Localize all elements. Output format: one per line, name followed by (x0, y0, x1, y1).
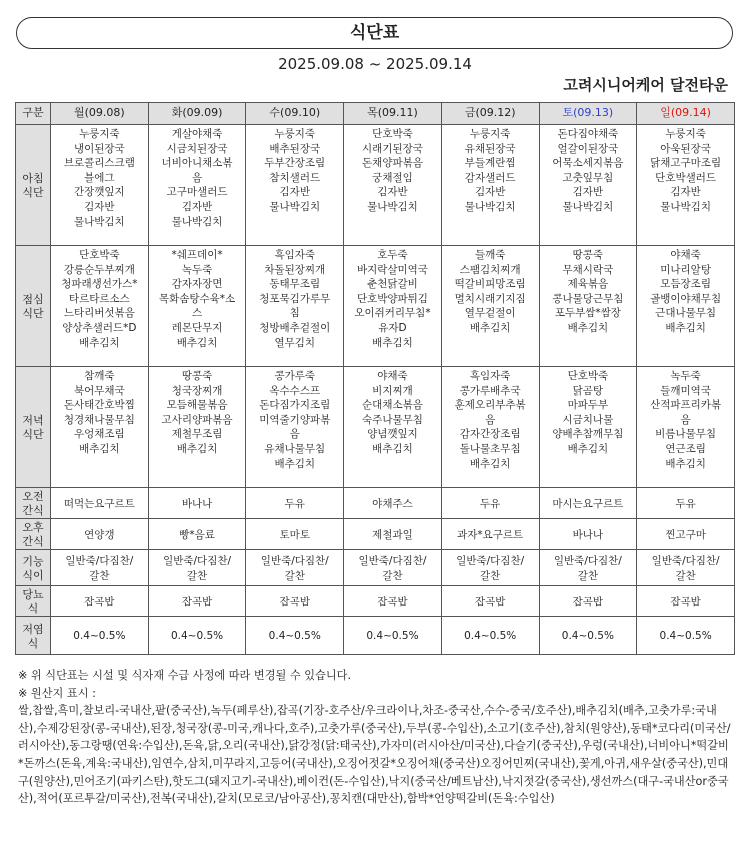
menu-item: 청포묵김가루무 (259, 292, 331, 305)
menu-cell (51, 586, 149, 617)
menu-item: 돈다짐야채죽 (557, 128, 619, 140)
page-title: 식단표 (16, 17, 733, 49)
menu-item: 잡곡밥 (377, 595, 408, 608)
menu-cell (539, 617, 637, 655)
menu-item: 배추김치 (372, 336, 413, 349)
menu-item: 0.4~0.5% (659, 630, 712, 643)
row-label-line: 저녁 (22, 414, 44, 427)
menu-cell (441, 488, 539, 519)
menu-cell (637, 519, 735, 550)
menu-cell (539, 125, 637, 246)
menu-cell (51, 488, 149, 519)
menu-cell (148, 367, 246, 488)
menu-item: 0.4~0.5% (366, 630, 419, 643)
morning-snack-row (16, 488, 735, 519)
menu-cell (51, 617, 149, 655)
menu-item: 청파래생선가스* (61, 278, 138, 291)
menu-item: 돈채양파볶음 (362, 157, 423, 170)
menu-item: 김자반 (377, 186, 408, 199)
menu-item: 누룽지죽 (665, 128, 706, 140)
menu-item: 침 (289, 307, 300, 320)
menu-item: 시래기된장국 (362, 142, 423, 155)
row-label-line: 점심 (22, 293, 44, 306)
menu-item: 콩가루죽 (274, 370, 316, 382)
menu-item: 김자반 (279, 186, 310, 199)
menu-item: 물나박김치 (269, 200, 321, 213)
row-label-line: 식 (27, 636, 39, 650)
menu-item: 미역줄기양파볶 (259, 413, 331, 426)
menu-item: 물나박김치 (660, 200, 711, 213)
menu-item: 느타리버섯볶음 (63, 307, 135, 320)
menu-item: 물나박김치 (171, 215, 223, 228)
menu-item: 고사리양파볶음 (161, 413, 233, 426)
day-header: 금(09.12) (441, 103, 539, 125)
menu-item: 떠먹는요구르트 (63, 497, 135, 510)
menu-cell (148, 246, 246, 367)
row-label-line: 식 (27, 602, 39, 615)
menu-cell (344, 550, 442, 586)
menu-cell (539, 246, 637, 367)
menu-item: 흑임자죽 (469, 370, 511, 382)
menu-item: 단호박죽 (372, 128, 413, 140)
menu-cell (344, 586, 442, 617)
day-header: 목(09.11) (344, 103, 442, 125)
menu-cell (246, 586, 344, 617)
menu-item: 어묵소세지볶음 (552, 157, 624, 170)
menu-item: 0.4~0.5% (268, 630, 321, 643)
menu-item: 김자반 (84, 200, 115, 213)
menu-item: 닭채고구마조림 (650, 157, 722, 170)
menu-item: 제철무조림 (171, 428, 223, 441)
menu-item: 고춧잎무침 (562, 171, 614, 184)
menu-item: 돈다짐가지조림 (259, 399, 331, 412)
menu-cell (246, 550, 344, 586)
menu-item: 제육볶음 (567, 278, 609, 291)
menu-cell (51, 367, 149, 488)
menu-item: 갈찬 (284, 569, 305, 582)
menu-item: 모듬해물볶음 (166, 399, 228, 412)
menu-item: 닭곰탕 (572, 384, 604, 397)
menu-item: 근대나물무침 (655, 307, 717, 320)
menu-item: 타르타르소스 (68, 292, 130, 305)
day-header-saturday: 토(09.13) (539, 103, 637, 125)
menu-cell (344, 617, 442, 655)
menu-cell (539, 519, 637, 550)
menu-item: 유채된장국 (464, 142, 516, 155)
menu-item: 누룽지죽 (469, 128, 511, 140)
menu-item: 갈찬 (577, 569, 599, 582)
menu-item: *쉐프데이* (171, 249, 223, 261)
menu-cell (637, 617, 735, 655)
facility-name: 고려시니어케어 달전타운 (563, 76, 728, 94)
menu-cell (441, 617, 539, 655)
menu-item: 감자샐러드 (464, 171, 516, 184)
menu-item: 배추김치 (567, 442, 609, 455)
menu-item: 땅콩죽 (181, 370, 213, 382)
menu-item: 일반죽/다짐찬/ (65, 554, 134, 567)
row-label (16, 519, 51, 550)
row-label-line: 저염 (22, 622, 44, 636)
menu-item: 무채시락국 (562, 263, 614, 276)
menu-item: 잡곡밥 (670, 595, 701, 608)
menu-item: 열무김치 (274, 336, 316, 349)
menu-item: 갈찬 (89, 569, 110, 582)
row-label-line: 당뇨 (22, 588, 44, 601)
menu-cell (344, 125, 442, 246)
menu-item: 일반죽/다짐찬/ (260, 554, 329, 567)
menu-item: 들깨미역국 (660, 384, 711, 397)
menu-item: 오이쥐커리무침* (354, 307, 431, 320)
menu-item: 배추김치 (176, 336, 218, 349)
row-label-line: 간식 (22, 535, 44, 548)
menu-item: 단호박죽 (567, 370, 609, 382)
menu-item: 바나나 (572, 528, 604, 541)
menu-cell (51, 519, 149, 550)
menu-item: 목화솜탕수육*소 (158, 292, 236, 305)
menu-item: 두부간장조림 (264, 157, 326, 170)
menu-cell (51, 246, 149, 367)
menu-cell (539, 550, 637, 586)
menu-item: 0.4~0.5% (73, 630, 126, 643)
menu-item: 연근조림 (665, 442, 706, 455)
menu-item: 열무겉절이 (464, 307, 516, 320)
breakfast-row (16, 125, 735, 246)
menu-item: 배추김치 (372, 442, 413, 455)
menu-item: 잡곡밥 (474, 595, 506, 608)
menu-cell (637, 488, 735, 519)
row-label-line: 오후 (22, 521, 44, 534)
menu-item: 골뱅이야채무침 (650, 292, 722, 305)
menu-cell (539, 488, 637, 519)
menu-cell (441, 550, 539, 586)
menu-item: 갈찬 (186, 569, 208, 582)
menu-item: 바지락살미역국 (356, 263, 428, 276)
table-body (16, 125, 735, 655)
menu-item: 시금치나물 (562, 413, 614, 426)
day-header: 수(09.10) (246, 103, 344, 125)
menu-cell (637, 125, 735, 246)
menu-item: 누룽지죽 (79, 128, 120, 140)
menu-item: 0.4~0.5% (561, 630, 614, 643)
menu-item: 청국장찌개 (171, 384, 223, 397)
menu-cell (344, 246, 442, 367)
menu-item: 잡곡밥 (572, 595, 604, 608)
menu-item: 배추김치 (469, 321, 511, 334)
menu-item: 물나박김치 (464, 200, 516, 213)
menu-item: 양념깻잎지 (367, 428, 418, 441)
menu-item: 부들계란찜 (464, 157, 516, 170)
menu-item: 스 (191, 307, 203, 320)
menu-item: 김자반 (181, 200, 213, 213)
row-label-line: 식이 (22, 568, 44, 582)
menu-item: 물나박김치 (73, 215, 125, 228)
menu-item: 훈제오리부추볶 (454, 399, 526, 412)
menu-item: 배추김치 (665, 321, 706, 334)
menu-item: 순대채소볶음 (362, 399, 423, 412)
menu-cell (51, 550, 149, 586)
menu-item: 얼갈이된장국 (557, 142, 619, 155)
menu-item: 우엉채조림 (73, 428, 125, 441)
menu-cell (148, 586, 246, 617)
day-header: 월(09.08) (51, 103, 149, 125)
row-label-line: 오전 (22, 490, 44, 503)
menu-item: 콩가루배추국 (459, 384, 521, 397)
menu-cell (246, 488, 344, 519)
menu-cell (148, 125, 246, 246)
menu-item: 들깨죽 (474, 249, 506, 261)
menu-item: 야채죽 (377, 370, 408, 382)
menu-item: 음 (191, 171, 203, 184)
table-header-row (16, 103, 735, 125)
menu-cell (246, 519, 344, 550)
menu-item: 갈찬 (382, 569, 403, 582)
menu-item: 0.4~0.5% (464, 630, 517, 643)
menu-item: 단호박죽 (79, 249, 120, 261)
row-label-line: 식단 (22, 186, 44, 199)
menu-cell (148, 519, 246, 550)
menu-item: 돌나물초무침 (459, 442, 521, 455)
menu-item: 북어무채국 (73, 384, 125, 397)
menu-cell (539, 367, 637, 488)
menu-item: 참치샐러드 (269, 171, 321, 184)
corner-header: 구분 (16, 103, 51, 125)
lunch-row (16, 246, 735, 367)
menu-item: 유채나물무침 (264, 442, 326, 455)
origin-title: ※ 원산지 표시 : (18, 686, 96, 700)
menu-item: 배추김치 (567, 321, 609, 334)
menu-item: 음 (485, 413, 496, 426)
menu-item: 청방배추겉절이 (259, 321, 331, 334)
menu-item: 찐고구마 (665, 528, 706, 541)
menu-cell (637, 246, 735, 367)
menu-item: 갈찬 (675, 569, 696, 582)
menu-cell (637, 367, 735, 488)
menu-item: 고구마샐러드 (166, 186, 228, 199)
menu-cell (344, 488, 442, 519)
menu-item: 돈사태간호박찜 (63, 399, 135, 412)
menu-item: 감자자장면 (171, 278, 223, 291)
texture-diet-row (16, 550, 735, 586)
menu-item: 유자D (378, 321, 407, 334)
menu-item: 차돌된장찌개 (264, 263, 326, 276)
date-range: 2025.09.08 ~ 2025.09.14 (278, 55, 472, 73)
menu-item: 일반죽/다짐찬/ (163, 554, 232, 567)
notes-section (18, 667, 734, 808)
row-label (16, 617, 51, 655)
menu-item: 일반죽/다짐찬/ (553, 554, 622, 567)
menu-item: 강릉순두부찌개 (63, 263, 135, 276)
menu-item: 브로콜리스크램 (63, 157, 135, 170)
menu-item: 녹두죽 (670, 370, 701, 382)
menu-item: 배추된장국 (269, 142, 321, 155)
menu-item: 시금치된장국 (166, 142, 228, 155)
menu-item: 빵*음료 (179, 528, 215, 541)
menu-item: 떡갈비피망조림 (454, 278, 526, 291)
row-label-line: 식단 (22, 307, 44, 320)
menu-item: 물나박김치 (562, 200, 614, 213)
menu-item: 춘천닭갈비 (367, 278, 418, 291)
menu-item: 단호박샐러드 (655, 171, 717, 184)
menu-item: 과자*요구르트 (457, 528, 524, 541)
menu-item: 청경채나물무침 (63, 413, 135, 426)
menu-item: 냉이된장국 (73, 142, 125, 155)
menu-item: 양상추샐러드*D (62, 321, 137, 334)
menu-cell (441, 519, 539, 550)
row-label-line: 식단 (22, 428, 44, 441)
menu-item: 두유 (675, 497, 696, 510)
change-notice: ※ 위 식단표는 시설 및 식자재 수급 사정에 따라 변경될 수 있습니다. (18, 669, 352, 682)
menu-item: 옥수수스프 (269, 384, 321, 397)
menu-item: 두유 (480, 497, 501, 510)
meal-table (15, 102, 735, 655)
menu-item: 게살야채죽 (171, 128, 223, 140)
menu-cell (246, 367, 344, 488)
menu-cell (246, 617, 344, 655)
row-label-line: 기능 (22, 554, 44, 568)
menu-item: 마파두부 (567, 399, 609, 412)
menu-item: 흑임자죽 (274, 249, 316, 261)
menu-item: 잡곡밥 (84, 595, 115, 608)
menu-cell (148, 550, 246, 586)
menu-item: 비름나물무침 (655, 428, 717, 441)
menu-item: 레몬단무지 (171, 321, 223, 334)
day-header-sunday: 일(09.14) (637, 103, 735, 125)
menu-item: 배추김치 (274, 457, 316, 470)
menu-cell (441, 586, 539, 617)
menu-cell (441, 367, 539, 488)
origin-text: 쌀,찹쌀,흑미,찰보리-국내산,팥(중국산),녹두(페루산),잡곡(기장-호주산/우크라이나,차조-중국산,수수-중국/호주산),배추김치(배추,고춧가루:국내산),수제강된장(콩-국내산),된장,청국장(콩-미국,캐나다,호주),고춧가루(중국산),두부(콩-수입산),소고기(호주산),참치(원양산),동태*코다리(미국산/러시아산),동그랑땡(연육:수입산),돈육,닭,오리(국내산),닭강정(닭:태국산),가자미(러시아산/미국산),다슬기(중국산),우렁(국내산),너비아니*떡갈비*돈까스(돈육,계육:국내산),임연수,삼치,미꾸라지,고등어(국내산),오징어젓갈*오징어채(중국산)오징어민찌(국내산),꽃게,아귀,새우살(중국산),민대구(원양산),민어조기(파키스탄),핫도그(돼지고기-국내산),베이컨(돈-수입산),낙지(중국산/베트남산),낙지젓갈(중국산),생선까스(대구-국내산or중국산),적어(포르투갈/미국산),전복(국내산),갈치(모로코/남아공산),꽁치캔(대만산),함박*언양떡갈비(돈육:수입산) (18, 704, 731, 806)
row-label (16, 550, 51, 586)
menu-cell (51, 125, 149, 246)
menu-cell (246, 246, 344, 367)
row-label (16, 125, 51, 246)
menu-item: 제철과일 (372, 528, 413, 541)
menu-item: 아욱된장국 (660, 142, 711, 155)
menu-cell (148, 617, 246, 655)
menu-item: 호두죽 (377, 249, 408, 261)
day-header: 화(09.09) (148, 103, 246, 125)
menu-item: 마시는요구르트 (552, 497, 624, 510)
menu-item: 모듬장조림 (660, 278, 711, 291)
menu-item: 궁채절임 (372, 171, 413, 184)
menu-item: 배추김치 (665, 457, 706, 470)
menu-item: 토마토 (279, 528, 310, 541)
menu-item: 동태무조림 (269, 278, 321, 291)
menu-item: 미나리알탕 (660, 263, 711, 276)
menu-item: 바나나 (181, 497, 213, 510)
menu-item: 배추김치 (79, 442, 120, 455)
diabetic-diet-row (16, 586, 735, 617)
menu-item: 콩나물당근무침 (552, 292, 624, 305)
menu-cell (441, 246, 539, 367)
menu-item: 야채주스 (372, 497, 413, 510)
menu-cell (148, 488, 246, 519)
menu-item: 두유 (284, 497, 305, 510)
menu-item: 너비아니채소볶 (161, 157, 233, 170)
afternoon-snack-row (16, 519, 735, 550)
menu-item: 참깨죽 (84, 370, 115, 382)
menu-item: 김자반 (572, 186, 604, 199)
menu-cell (344, 367, 442, 488)
low-sodium-row (16, 617, 735, 655)
menu-cell (637, 550, 735, 586)
menu-item: 갈찬 (480, 569, 501, 582)
menu-cell (246, 125, 344, 246)
menu-cell (539, 586, 637, 617)
menu-item: 양배추참깨무침 (552, 428, 624, 441)
menu-item: 잡곡밥 (279, 595, 310, 608)
menu-item: 음 (680, 413, 691, 426)
dinner-row (16, 367, 735, 488)
menu-item: 일반죽/다짐찬/ (456, 554, 525, 567)
menu-item: 김자반 (474, 186, 506, 199)
menu-item: 김자반 (670, 186, 701, 199)
menu-item: 멸치시래기지짐 (454, 292, 526, 305)
menu-item: 0.4~0.5% (170, 630, 224, 643)
menu-cell (344, 519, 442, 550)
menu-item: 단호박양파튀김 (356, 292, 428, 305)
menu-cell (637, 586, 735, 617)
row-label-line: 아침 (22, 172, 44, 185)
menu-item: 숙주나물무침 (362, 413, 423, 426)
menu-item: 녹두죽 (181, 263, 213, 276)
menu-item: 일반죽/다짐찬/ (358, 554, 427, 567)
menu-item: 야채죽 (670, 249, 701, 261)
row-label-line: 간식 (22, 504, 44, 517)
menu-item: 비지찌개 (372, 384, 413, 397)
menu-item: 배추김치 (79, 336, 120, 349)
menu-item: 음 (289, 428, 300, 441)
menu-item: 간장깻잎지 (73, 186, 125, 199)
menu-item: 스팸김치찌개 (459, 263, 521, 276)
menu-item: 연양갱 (84, 528, 115, 541)
menu-item: 감자간장조림 (459, 428, 521, 441)
menu-item: 산적파프리카볶 (650, 399, 722, 412)
menu-item: 잡곡밥 (181, 595, 213, 608)
menu-item: 포두부쌈*쌈장 (554, 307, 621, 320)
menu-item: 땅콩죽 (572, 249, 604, 261)
row-label (16, 488, 51, 519)
menu-item: 누룽지죽 (274, 128, 316, 140)
menu-cell (441, 125, 539, 246)
menu-item: 배추김치 (469, 457, 511, 470)
menu-item: 일반죽/다짐찬/ (651, 554, 720, 567)
menu-item: 물나박김치 (367, 200, 418, 213)
row-label (16, 246, 51, 367)
row-label (16, 586, 51, 617)
row-label (16, 367, 51, 488)
menu-item: 블에그 (84, 171, 115, 184)
menu-item: 배추김치 (176, 442, 218, 455)
